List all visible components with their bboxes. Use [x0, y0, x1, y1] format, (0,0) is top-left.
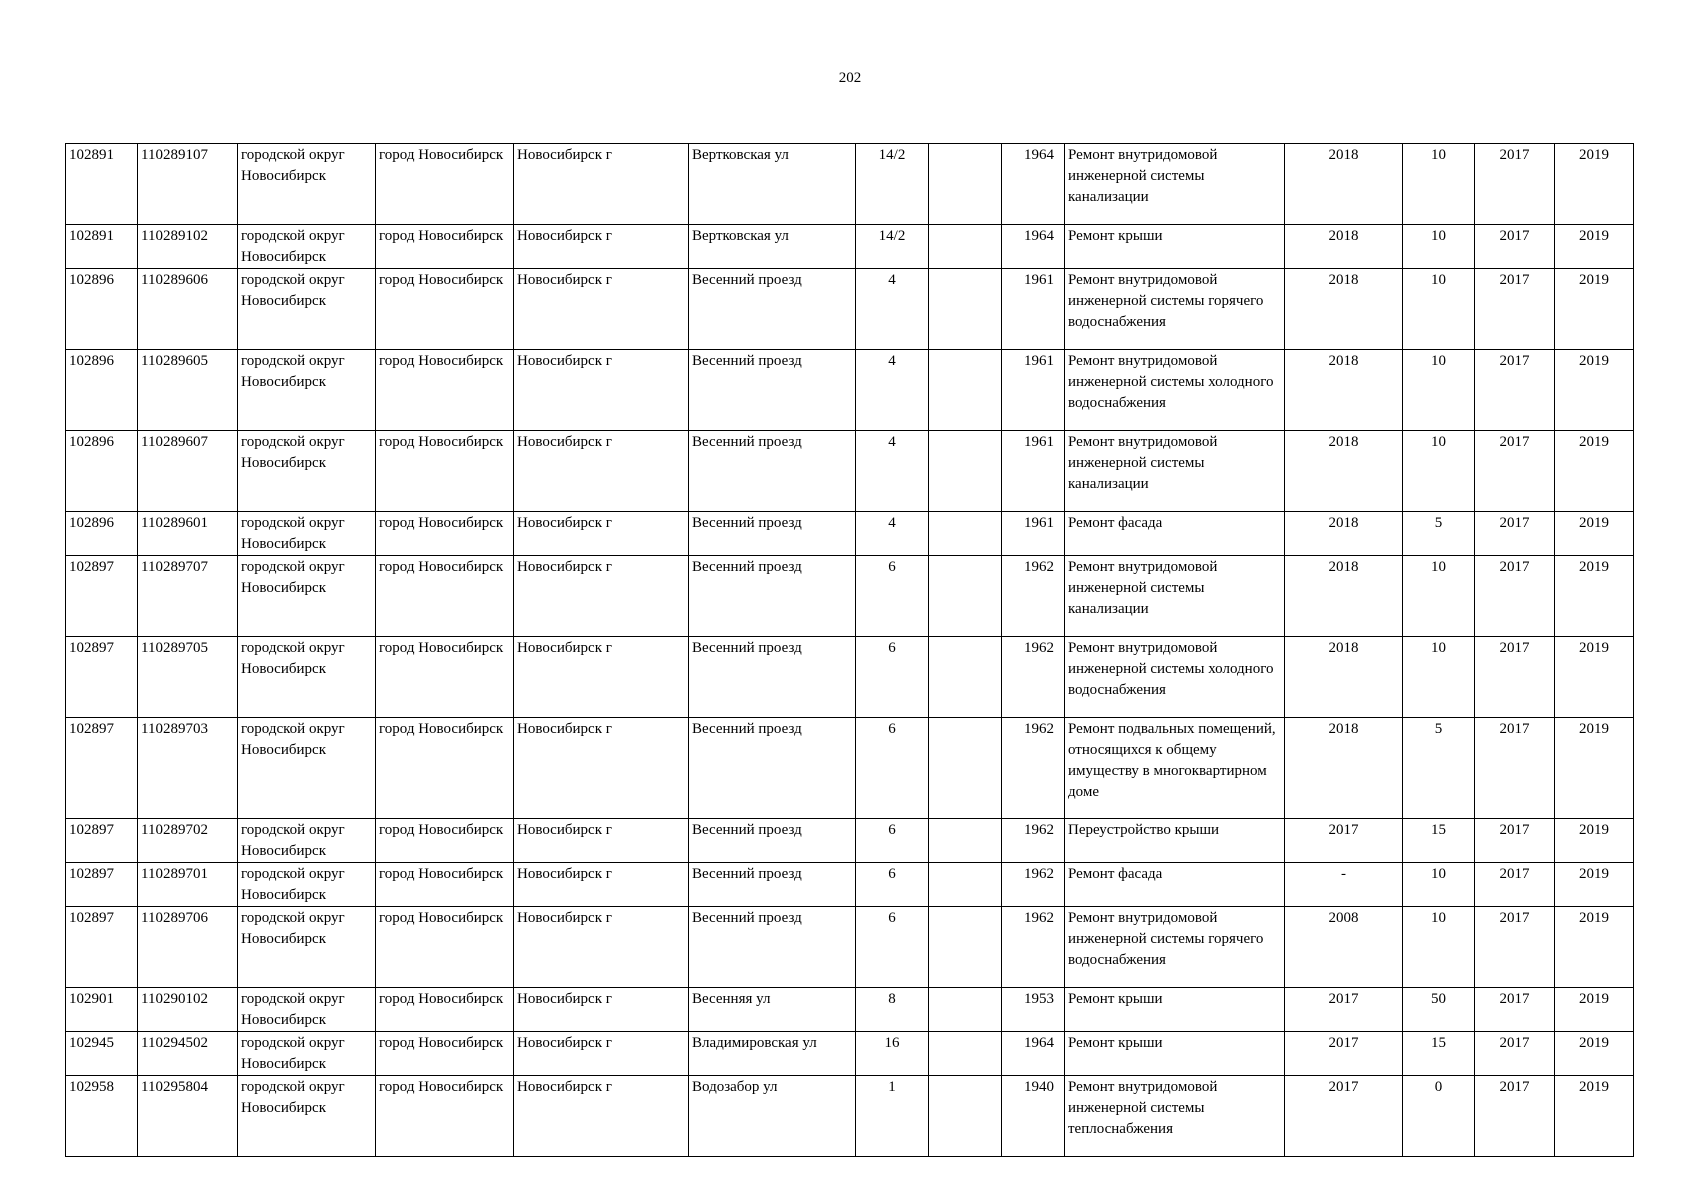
element-code-cell: 110289601 — [138, 512, 238, 556]
locality-cell: Новосибирск г — [514, 350, 689, 431]
wear-percent-cell: 10 — [1403, 907, 1475, 988]
district-cell: городской округ Новосибирск — [238, 556, 376, 637]
house-number-cell: 8 — [856, 988, 929, 1032]
year-built-cell: 1962 — [1002, 556, 1065, 637]
locality-cell: Новосибирск г — [514, 819, 689, 863]
house-number-cell: 6 — [856, 718, 929, 819]
work-type-cell: Ремонт фасада — [1065, 863, 1285, 907]
settlement-cell: город Новосибирск — [376, 556, 514, 637]
object-id-cell: 102896 — [66, 512, 138, 556]
locality-cell: Новосибирск г — [514, 512, 689, 556]
plan-end-year-cell: 2019 — [1555, 556, 1634, 637]
locality-cell: Новосибирск г — [514, 718, 689, 819]
table-row — [66, 718, 1634, 819]
house-number-cell: 16 — [856, 1032, 929, 1076]
object-id-cell: 102897 — [66, 637, 138, 718]
table-row — [66, 269, 1634, 350]
last-repair-year-cell: 2018 — [1285, 144, 1403, 225]
element-code-cell: 110289707 — [138, 556, 238, 637]
table-row — [66, 350, 1634, 431]
locality-cell: Новосибирск г — [514, 431, 689, 512]
plan-end-year-cell: 2019 — [1555, 431, 1634, 512]
street-cell: Весенний проезд — [689, 512, 856, 556]
plan-start-year-cell: 2017 — [1475, 819, 1555, 863]
plan-start-year-cell: 2017 — [1475, 556, 1555, 637]
settlement-cell: город Новосибирск — [376, 819, 514, 863]
work-type-cell: Ремонт внутридомовой инженерной системы канализации — [1065, 556, 1285, 637]
locality-cell: Новосибирск г — [514, 225, 689, 269]
table-row — [66, 512, 1634, 556]
element-code-cell: 110289605 — [138, 350, 238, 431]
year-built-cell: 1961 — [1002, 431, 1065, 512]
plan-end-year-cell: 2019 — [1555, 988, 1634, 1032]
table-row — [66, 819, 1634, 863]
work-type-cell: Ремонт внутридомовой инженерной системы холодного водоснабжения — [1065, 350, 1285, 431]
object-id-cell: 102897 — [66, 718, 138, 819]
wear-percent-cell: 10 — [1403, 225, 1475, 269]
house-number-cell: 6 — [856, 556, 929, 637]
block-cell — [929, 431, 1002, 512]
house-number-cell: 4 — [856, 512, 929, 556]
plan-start-year-cell: 2017 — [1475, 863, 1555, 907]
block-cell — [929, 556, 1002, 637]
table-row — [66, 988, 1634, 1032]
year-built-cell: 1961 — [1002, 512, 1065, 556]
year-built-cell: 1953 — [1002, 988, 1065, 1032]
locality-cell: Новосибирск г — [514, 144, 689, 225]
plan-start-year-cell: 2017 — [1475, 144, 1555, 225]
table-row — [66, 637, 1634, 718]
house-number-cell: 1 — [856, 1076, 929, 1157]
plan-start-year-cell: 2017 — [1475, 269, 1555, 350]
last-repair-year-cell: - — [1285, 863, 1403, 907]
year-built-cell: 1962 — [1002, 863, 1065, 907]
plan-start-year-cell: 2017 — [1475, 512, 1555, 556]
element-code-cell: 110294502 — [138, 1032, 238, 1076]
district-cell: городской округ Новосибирск — [238, 512, 376, 556]
last-repair-year-cell: 2008 — [1285, 907, 1403, 988]
table-row — [66, 225, 1634, 269]
wear-percent-cell: 0 — [1403, 1076, 1475, 1157]
house-number-cell: 4 — [856, 431, 929, 512]
table-body — [66, 144, 1634, 1157]
year-built-cell: 1961 — [1002, 350, 1065, 431]
work-type-cell: Ремонт подвальных помещений, относящихся к общему имуществу в многоквартирном доме — [1065, 718, 1285, 819]
last-repair-year-cell: 2018 — [1285, 556, 1403, 637]
work-type-cell: Ремонт фасада — [1065, 512, 1285, 556]
repair-schedule-table — [65, 143, 1634, 1157]
table-row — [66, 144, 1634, 225]
settlement-cell: город Новосибирск — [376, 637, 514, 718]
street-cell: Весенний проезд — [689, 718, 856, 819]
plan-start-year-cell: 2017 — [1475, 988, 1555, 1032]
work-type-cell: Ремонт крыши — [1065, 988, 1285, 1032]
plan-end-year-cell: 2019 — [1555, 350, 1634, 431]
last-repair-year-cell: 2018 — [1285, 718, 1403, 819]
house-number-cell: 4 — [856, 269, 929, 350]
plan-end-year-cell: 2019 — [1555, 269, 1634, 350]
locality-cell: Новосибирск г — [514, 1032, 689, 1076]
district-cell: городской округ Новосибирск — [238, 269, 376, 350]
element-code-cell: 110289701 — [138, 863, 238, 907]
wear-percent-cell: 15 — [1403, 819, 1475, 863]
last-repair-year-cell: 2018 — [1285, 637, 1403, 718]
work-type-cell: Ремонт внутридомовой инженерной системы канализации — [1065, 431, 1285, 512]
object-id-cell: 102891 — [66, 144, 138, 225]
object-id-cell: 102896 — [66, 431, 138, 512]
plan-end-year-cell: 2019 — [1555, 718, 1634, 819]
plan-end-year-cell: 2019 — [1555, 144, 1634, 225]
object-id-cell: 102897 — [66, 907, 138, 988]
last-repair-year-cell: 2017 — [1285, 819, 1403, 863]
object-id-cell: 102958 — [66, 1076, 138, 1157]
wear-percent-cell: 10 — [1403, 350, 1475, 431]
wear-percent-cell: 10 — [1403, 269, 1475, 350]
locality-cell: Новосибирск г — [514, 637, 689, 718]
wear-percent-cell: 10 — [1403, 556, 1475, 637]
wear-percent-cell: 10 — [1403, 144, 1475, 225]
street-cell: Весенний проезд — [689, 907, 856, 988]
block-cell — [929, 988, 1002, 1032]
table-row — [66, 863, 1634, 907]
last-repair-year-cell: 2018 — [1285, 431, 1403, 512]
wear-percent-cell: 15 — [1403, 1032, 1475, 1076]
street-cell: Весенний проезд — [689, 269, 856, 350]
element-code-cell: 110289703 — [138, 718, 238, 819]
block-cell — [929, 907, 1002, 988]
work-type-cell: Ремонт внутридомовой инженерной системы холодного водоснабжения — [1065, 637, 1285, 718]
district-cell: городской округ Новосибирск — [238, 350, 376, 431]
block-cell — [929, 269, 1002, 350]
element-code-cell: 110289102 — [138, 225, 238, 269]
element-code-cell: 110295804 — [138, 1076, 238, 1157]
year-built-cell: 1940 — [1002, 1076, 1065, 1157]
street-cell: Весенний проезд — [689, 350, 856, 431]
block-cell — [929, 637, 1002, 718]
street-cell: Вертковская ул — [689, 225, 856, 269]
table-row — [66, 1076, 1634, 1157]
locality-cell: Новосибирск г — [514, 907, 689, 988]
page-number: 202 — [838, 70, 862, 86]
plan-end-year-cell: 2019 — [1555, 1032, 1634, 1076]
street-cell: Весенний проезд — [689, 863, 856, 907]
locality-cell: Новосибирск г — [514, 269, 689, 350]
street-cell: Вертковская ул — [689, 144, 856, 225]
settlement-cell: город Новосибирск — [376, 1032, 514, 1076]
house-number-cell: 6 — [856, 637, 929, 718]
block-cell — [929, 1032, 1002, 1076]
settlement-cell: город Новосибирск — [376, 863, 514, 907]
district-cell: городской округ Новосибирск — [238, 907, 376, 988]
year-built-cell: 1962 — [1002, 718, 1065, 819]
year-built-cell: 1961 — [1002, 269, 1065, 350]
year-built-cell: 1964 — [1002, 144, 1065, 225]
plan-end-year-cell: 2019 — [1555, 819, 1634, 863]
street-cell: Весенний проезд — [689, 819, 856, 863]
district-cell: городской округ Новосибирск — [238, 819, 376, 863]
element-code-cell: 110289607 — [138, 431, 238, 512]
district-cell: городской округ Новосибирск — [238, 988, 376, 1032]
house-number-cell: 14/2 — [856, 225, 929, 269]
plan-start-year-cell: 2017 — [1475, 431, 1555, 512]
block-cell — [929, 819, 1002, 863]
settlement-cell: город Новосибирск — [376, 269, 514, 350]
object-id-cell: 102896 — [66, 269, 138, 350]
year-built-cell: 1962 — [1002, 819, 1065, 863]
work-type-cell: Ремонт внутридомовой инженерной системы горячего водоснабжения — [1065, 907, 1285, 988]
house-number-cell: 14/2 — [856, 144, 929, 225]
plan-end-year-cell: 2019 — [1555, 907, 1634, 988]
settlement-cell: город Новосибирск — [376, 1076, 514, 1157]
plan-start-year-cell: 2017 — [1475, 225, 1555, 269]
work-type-cell: Переустройство крыши — [1065, 819, 1285, 863]
house-number-cell: 6 — [856, 907, 929, 988]
table-row — [66, 431, 1634, 512]
settlement-cell: город Новосибирск — [376, 431, 514, 512]
last-repair-year-cell: 2018 — [1285, 269, 1403, 350]
house-number-cell: 6 — [856, 819, 929, 863]
object-id-cell: 102897 — [66, 863, 138, 907]
year-built-cell: 1964 — [1002, 225, 1065, 269]
settlement-cell: город Новосибирск — [376, 907, 514, 988]
wear-percent-cell: 10 — [1403, 637, 1475, 718]
wear-percent-cell: 10 — [1403, 863, 1475, 907]
plan-start-year-cell: 2017 — [1475, 1076, 1555, 1157]
block-cell — [929, 225, 1002, 269]
last-repair-year-cell: 2017 — [1285, 1076, 1403, 1157]
element-code-cell: 110289107 — [138, 144, 238, 225]
locality-cell: Новосибирск г — [514, 1076, 689, 1157]
element-code-cell: 110289702 — [138, 819, 238, 863]
plan-end-year-cell: 2019 — [1555, 1076, 1634, 1157]
block-cell — [929, 512, 1002, 556]
district-cell: городской округ Новосибирск — [238, 1076, 376, 1157]
work-type-cell: Ремонт крыши — [1065, 1032, 1285, 1076]
wear-percent-cell: 50 — [1403, 988, 1475, 1032]
settlement-cell: город Новосибирск — [376, 225, 514, 269]
object-id-cell: 102897 — [66, 819, 138, 863]
house-number-cell: 4 — [856, 350, 929, 431]
element-code-cell: 110289606 — [138, 269, 238, 350]
last-repair-year-cell: 2018 — [1285, 350, 1403, 431]
work-type-cell: Ремонт внутридомовой инженерной системы канализации — [1065, 144, 1285, 225]
last-repair-year-cell: 2018 — [1285, 225, 1403, 269]
block-cell — [929, 350, 1002, 431]
work-type-cell: Ремонт внутридомовой инженерной системы теплоснабжения — [1065, 1076, 1285, 1157]
work-type-cell: Ремонт внутридомовой инженерной системы горячего водоснабжения — [1065, 269, 1285, 350]
element-code-cell: 110289706 — [138, 907, 238, 988]
district-cell: городской округ Новосибирск — [238, 637, 376, 718]
locality-cell: Новосибирск г — [514, 988, 689, 1032]
element-code-cell: 110289705 — [138, 637, 238, 718]
settlement-cell: город Новосибирск — [376, 988, 514, 1032]
element-code-cell: 110290102 — [138, 988, 238, 1032]
table-row — [66, 556, 1634, 637]
year-built-cell: 1962 — [1002, 637, 1065, 718]
object-id-cell: 102897 — [66, 556, 138, 637]
settlement-cell: город Новосибирск — [376, 512, 514, 556]
wear-percent-cell: 5 — [1403, 512, 1475, 556]
last-repair-year-cell: 2017 — [1285, 1032, 1403, 1076]
district-cell: городской округ Новосибирск — [238, 1032, 376, 1076]
plan-start-year-cell: 2017 — [1475, 637, 1555, 718]
street-cell: Весенний проезд — [689, 637, 856, 718]
plan-start-year-cell: 2017 — [1475, 1032, 1555, 1076]
table-row — [66, 907, 1634, 988]
last-repair-year-cell: 2017 — [1285, 988, 1403, 1032]
object-id-cell: 102891 — [66, 225, 138, 269]
block-cell — [929, 144, 1002, 225]
plan-start-year-cell: 2017 — [1475, 718, 1555, 819]
locality-cell: Новосибирск г — [514, 556, 689, 637]
district-cell: городской округ Новосибирск — [238, 225, 376, 269]
district-cell: городской округ Новосибирск — [238, 718, 376, 819]
last-repair-year-cell: 2018 — [1285, 512, 1403, 556]
street-cell: Весенняя ул — [689, 988, 856, 1032]
settlement-cell: город Новосибирск — [376, 350, 514, 431]
plan-start-year-cell: 2017 — [1475, 907, 1555, 988]
street-cell: Водозабор ул — [689, 1076, 856, 1157]
object-id-cell: 102896 — [66, 350, 138, 431]
year-built-cell: 1964 — [1002, 1032, 1065, 1076]
plan-end-year-cell: 2019 — [1555, 512, 1634, 556]
year-built-cell: 1962 — [1002, 907, 1065, 988]
block-cell — [929, 718, 1002, 819]
plan-end-year-cell: 2019 — [1555, 637, 1634, 718]
district-cell: городской округ Новосибирск — [238, 431, 376, 512]
object-id-cell: 102901 — [66, 988, 138, 1032]
street-cell: Весенний проезд — [689, 556, 856, 637]
house-number-cell: 6 — [856, 863, 929, 907]
block-cell — [929, 863, 1002, 907]
district-cell: городской округ Новосибирск — [238, 144, 376, 225]
plan-end-year-cell: 2019 — [1555, 863, 1634, 907]
plan-start-year-cell: 2017 — [1475, 350, 1555, 431]
table-row — [66, 1032, 1634, 1076]
street-cell: Весенний проезд — [689, 431, 856, 512]
settlement-cell: город Новосибирск — [376, 144, 514, 225]
locality-cell: Новосибирск г — [514, 863, 689, 907]
street-cell: Владимировская ул — [689, 1032, 856, 1076]
settlement-cell: город Новосибирск — [376, 718, 514, 819]
work-type-cell: Ремонт крыши — [1065, 225, 1285, 269]
wear-percent-cell: 5 — [1403, 718, 1475, 819]
district-cell: городской округ Новосибирск — [238, 863, 376, 907]
object-id-cell: 102945 — [66, 1032, 138, 1076]
block-cell — [929, 1076, 1002, 1157]
plan-end-year-cell: 2019 — [1555, 225, 1634, 269]
wear-percent-cell: 10 — [1403, 431, 1475, 512]
